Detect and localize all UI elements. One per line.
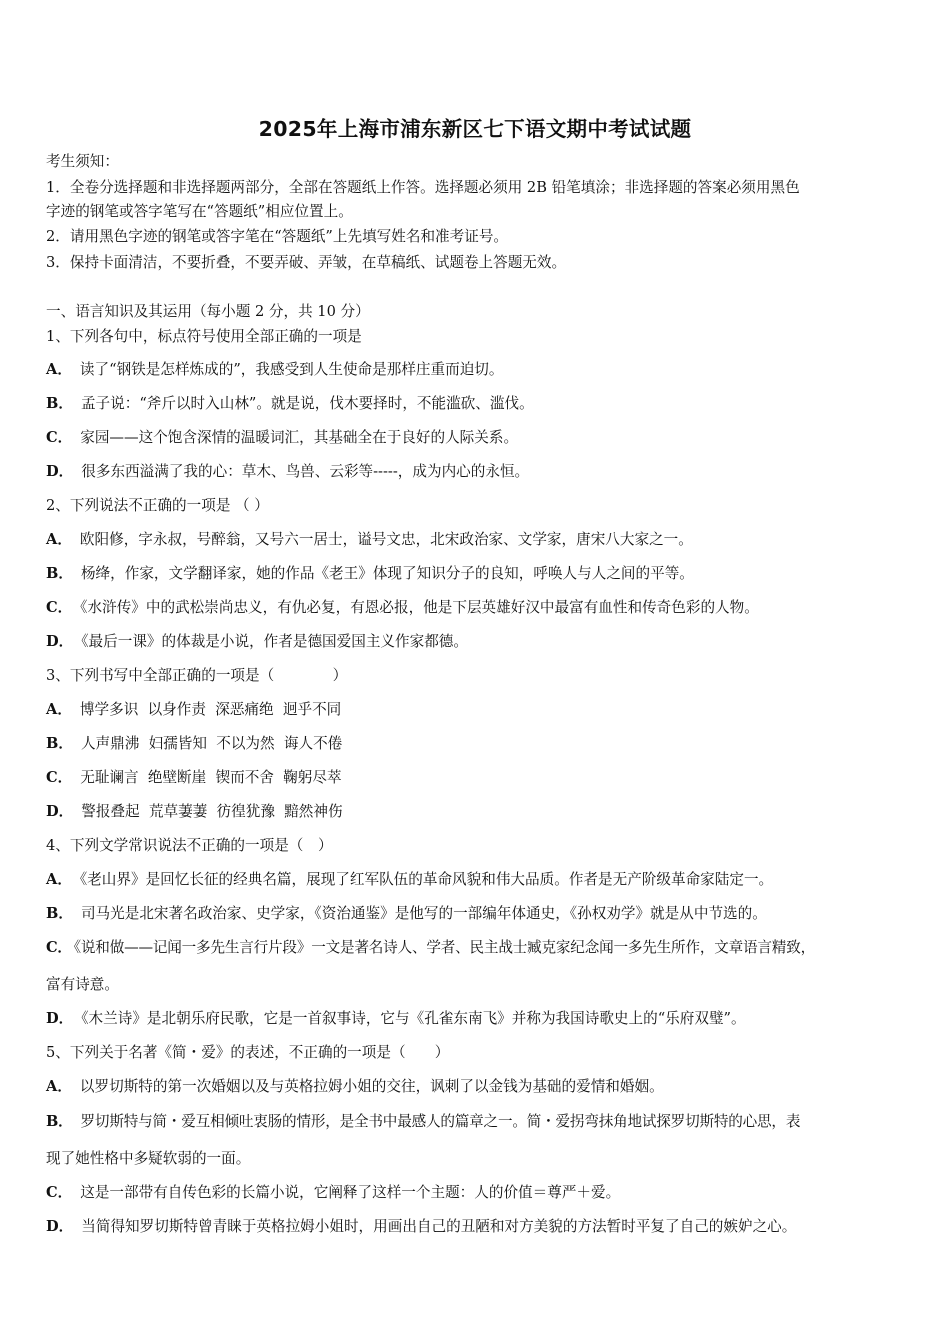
option-text: 读了“钢铁是怎样炼成的”，我感受到人生使命是那样庄重而迫切。	[79, 361, 504, 378]
option-label: B．	[46, 735, 73, 752]
question-1-option-d	[46, 462, 529, 482]
option-text: 当简得知罗切斯特曾青睐于英格拉姆小姐时，用画出自己的丑陋和对方美貌的方法暂时平复了自己的嫉妒之心。	[81, 1218, 797, 1235]
option-label: D．	[46, 463, 74, 480]
option-text: 《木兰诗》是北朝乐府民歌，它是一首叙事诗，它与《孔雀东南飞》并称为我国诗歌史上的“乐府双璧”。	[81, 1010, 746, 1027]
notice-item-1-line-2: 字迹的钢笔或答字笔写在“答题纸”相应位置上。	[46, 203, 353, 220]
question-4-option-c-continued: 富有诗意。	[46, 976, 119, 993]
option-label: A．	[46, 531, 72, 548]
question-5-option-a	[46, 1077, 664, 1097]
option-label: A．	[46, 361, 72, 378]
option-label: A．	[46, 1078, 72, 1095]
question-4-option-d	[46, 1009, 746, 1029]
option-label: C．	[46, 599, 73, 616]
question-4-option-c	[46, 938, 815, 958]
question-1-option-c	[46, 428, 518, 448]
question-3-option-c	[46, 768, 342, 788]
option-text: 家园——这个饱含深情的温暖词汇，其基础全在于良好的人际关系。	[80, 429, 519, 446]
option-label: C．	[46, 429, 73, 446]
section-heading: 一、语言知识及其运用（每小题 2 分，共 10 分）	[46, 303, 370, 320]
question-3-option-d	[46, 802, 343, 822]
option-text: 这是一部带有自传色彩的长篇小说，它阐释了这样一个主题：人的价值＝尊严＋爱。	[80, 1184, 621, 1201]
option-label: B．	[46, 395, 73, 412]
question-3-option-a	[46, 700, 341, 720]
question-4-stem: 4、下列文学常识说法不正确的一项是（ ）	[46, 837, 333, 854]
option-label: B．	[46, 1113, 73, 1130]
option-label: D．	[46, 633, 74, 650]
option-label: D．	[46, 803, 74, 820]
page-title: 2025年上海市浦东新区七下语文期中考试试题	[258, 117, 692, 141]
option-text: 人声鼎沸 妇孺皆知 不以为然 诲人不倦	[80, 735, 343, 752]
question-3-option-b	[46, 734, 342, 754]
question-2-option-b	[46, 564, 694, 584]
question-5-option-c	[46, 1183, 620, 1203]
option-text: 很多东西溢满了我的心：草木、鸟兽、云彩等-----，成为内心的永恒。	[81, 463, 530, 480]
option-label: C．	[46, 939, 72, 956]
notice-item-3: 3．保持卡面清洁，不要折叠，不要弄破、弄皱，在草稿纸、试题卷上答题无效。	[46, 254, 567, 271]
notice-item-2: 2．请用黑色字迹的钢笔或答字笔在“答题纸”上先填写姓名和准考证号。	[46, 228, 509, 245]
question-5-stem: 5、下列关于名著《简・爱》的表述，不正确的一项是（ ）	[46, 1044, 450, 1061]
option-label: A．	[46, 701, 72, 718]
question-2-option-d	[46, 632, 468, 652]
question-2-option-a	[46, 530, 693, 550]
option-text: 孟子说：“斧斤以时入山林”。就是说，伐木要择时，不能滥砍、滥伐。	[80, 395, 534, 412]
question-5-option-b-continued: 现了她性格中多疑软弱的一面。	[46, 1150, 251, 1167]
option-label: D．	[46, 1010, 74, 1027]
notice-item-1-line-1: 1．全卷分选择题和非选择题两部分，全部在答题纸上作答。选择题必须用 2B 铅笔填涂；非选择题的答案必须用黑色	[46, 179, 800, 196]
question-5-option-b	[46, 1112, 800, 1132]
option-label: D．	[46, 1218, 74, 1235]
option-text: 《水浒传》中的武松崇尚忠义，有仇必复，有恩必报，他是下层英雄好汉中最富有血性和传奇色彩的人物。	[80, 599, 759, 616]
question-4-option-a	[46, 870, 773, 890]
option-text: 司马光是北宋著名政治家、史学家，《资治通鉴》是他写的一部编年体通史，《孙权劝学》就是从中节选的。	[80, 905, 767, 922]
option-text: 《说和做——记闻一多先生言行片段》一文是著名诗人、学者、民主战士臧克家纪念闻一多先生所作，文章语言精致，	[73, 939, 815, 956]
question-1-option-b	[46, 394, 534, 414]
option-label: C．	[46, 769, 73, 786]
option-text: 《最后一课》的体裁是小说，作者是德国爱国主义作家都德。	[81, 633, 468, 650]
option-text: 警报叠起 荒草萋萋 彷徨犹豫 黯然神伤	[81, 803, 343, 820]
option-label: B．	[46, 565, 73, 582]
question-2-stem: 2、下列说法不正确的一项是 （ ）	[46, 497, 269, 514]
option-text: 欧阳修，字永叔，号醉翁，又号六一居士，谥号文忠，北宋政治家、文学家，唐宋八大家之一。	[79, 531, 693, 548]
option-text: 《老山界》是回忆长征的经典名篇，展现了红军队伍的革命风貌和伟大品质。作者是无产阶级革命家陆定一。	[79, 871, 774, 888]
option-text: 博学多识 以身作责 深恶痛绝 迥乎不同	[79, 701, 342, 718]
question-3-stem: 3、下列书写中全部正确的一项是（ ）	[46, 667, 348, 684]
option-text: 罗切斯特与简・爱互相倾吐衷肠的情形，是全书中最感人的篇章之一。简・爱拐弯抹角地试探罗切斯特的心思，表	[80, 1113, 801, 1130]
option-label: C．	[46, 1184, 73, 1201]
question-2-option-c	[46, 598, 759, 618]
notice-heading: 考生须知：	[46, 153, 119, 170]
question-5-option-d	[46, 1217, 796, 1237]
option-text: 以罗切斯特的第一次婚姻以及与英格拉姆小姐的交往，讽刺了以金钱为基础的爱情和婚姻。	[79, 1078, 664, 1095]
option-label: A．	[46, 871, 72, 888]
question-1-stem: 1、下列各句中，标点符号使用全部正确的一项是	[46, 328, 362, 345]
question-1-option-a	[46, 360, 503, 380]
option-text: 杨绛，作家，文学翻译家，她的作品《老王》体现了知识分子的良知，呼唤人与人之间的平等。	[80, 565, 694, 582]
option-label: B．	[46, 905, 73, 922]
question-4-option-b	[46, 904, 767, 924]
option-text: 无耻谰言 绝壁断崖 锲而不舍 鞠躬尽萃	[80, 769, 342, 786]
